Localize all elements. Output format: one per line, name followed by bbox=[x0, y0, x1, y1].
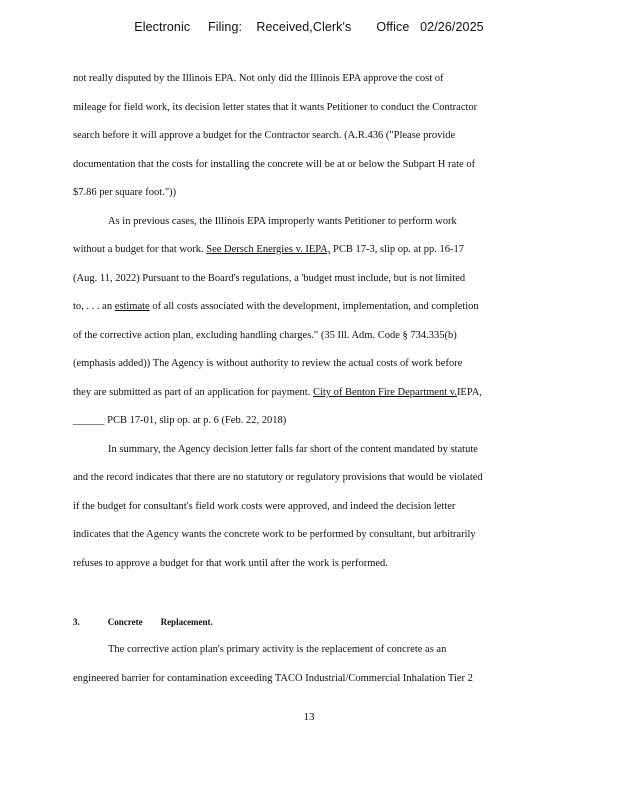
body-line: $7.86 per square foot.")) bbox=[73, 187, 177, 198]
case-citation: City of Benton Fire Department v. bbox=[312, 387, 457, 398]
body-line: and the record indicates that there are no statutory or regulatory provisions that would be violated bbox=[73, 472, 483, 483]
citation-blank: ______ bbox=[73, 415, 105, 426]
body-text: IEPA, bbox=[456, 387, 482, 398]
body-line: not really disputed by the Illinois EPA. Not only did the Illinois EPA approve the cost of bbox=[73, 73, 444, 84]
page-number: 13 bbox=[303, 711, 315, 723]
body-line: of the corrective action plan, excluding handling charges." (35 Ill. Adm. Code § 734.335(b) bbox=[73, 330, 457, 341]
section-title: Concrete Replacement. bbox=[107, 617, 213, 627]
body-text: PCB 17-3, slip op. at pp. 16-17 bbox=[330, 244, 464, 255]
body-line: documentation that the costs for installing the concrete will be at or below the Subpart H rate of bbox=[73, 159, 476, 170]
body-text: they are submitted as part of an application for payment. bbox=[73, 387, 313, 398]
body-line bbox=[73, 387, 543, 398]
emphasized-word: estimate bbox=[114, 301, 150, 312]
body-text: of all costs associated with the development, implementation, and completion bbox=[149, 301, 479, 312]
body-line: refuses to approve a budget for that work until after the work is performed. bbox=[73, 558, 388, 569]
body-line bbox=[73, 244, 543, 255]
section-heading bbox=[73, 617, 213, 627]
body-text: without a budget for that work. bbox=[73, 244, 207, 255]
body-line: (emphasis added)) The Agency is without authority to review the actual costs of work before bbox=[73, 358, 463, 369]
body-line: engineered barrier for contamination exceeding TACO Industrial/Commercial Inhalation Tier 2 bbox=[73, 673, 473, 684]
body-line: indicates that the Agency wants the concrete work to be performed by consultant, but arbitrarily bbox=[73, 529, 476, 540]
body-line: if the budget for consultant's field work costs were approved, and indeed the decision letter bbox=[73, 501, 456, 512]
body-line: (Aug. 11, 2022) Pursuant to the Board's regulations, a 'budget must include, but is not limited bbox=[73, 273, 466, 284]
section-number: 3. bbox=[73, 617, 80, 627]
body-text: to, . . . an bbox=[73, 301, 115, 312]
body-line: In summary, the Agency decision letter falls far short of the content mandated by statute bbox=[108, 444, 478, 455]
body-line: mileage for field work, its decision letter states that it wants Petitioner to conduct the Contractor bbox=[73, 102, 478, 113]
body-line: search before it will approve a budget for the Contractor search. (A.R.436 ("Please provide bbox=[73, 130, 456, 141]
body-line bbox=[73, 301, 543, 312]
case-citation: See Dersch Energies v. IEPA, bbox=[206, 244, 331, 255]
body-line: The corrective action plan's primary activity is the replacement of concrete as an bbox=[108, 644, 447, 655]
body-text: PCB 17-01, slip op. at p. 6 (Feb. 22, 2018) bbox=[104, 415, 287, 426]
efiling-header: Electronic Filing: Received,Clerk's Office 02/26/2025 bbox=[134, 20, 484, 34]
body-line: As in previous cases, the Illinois EPA improperly wants Petitioner to perform work bbox=[108, 216, 457, 227]
body-line bbox=[73, 415, 543, 426]
